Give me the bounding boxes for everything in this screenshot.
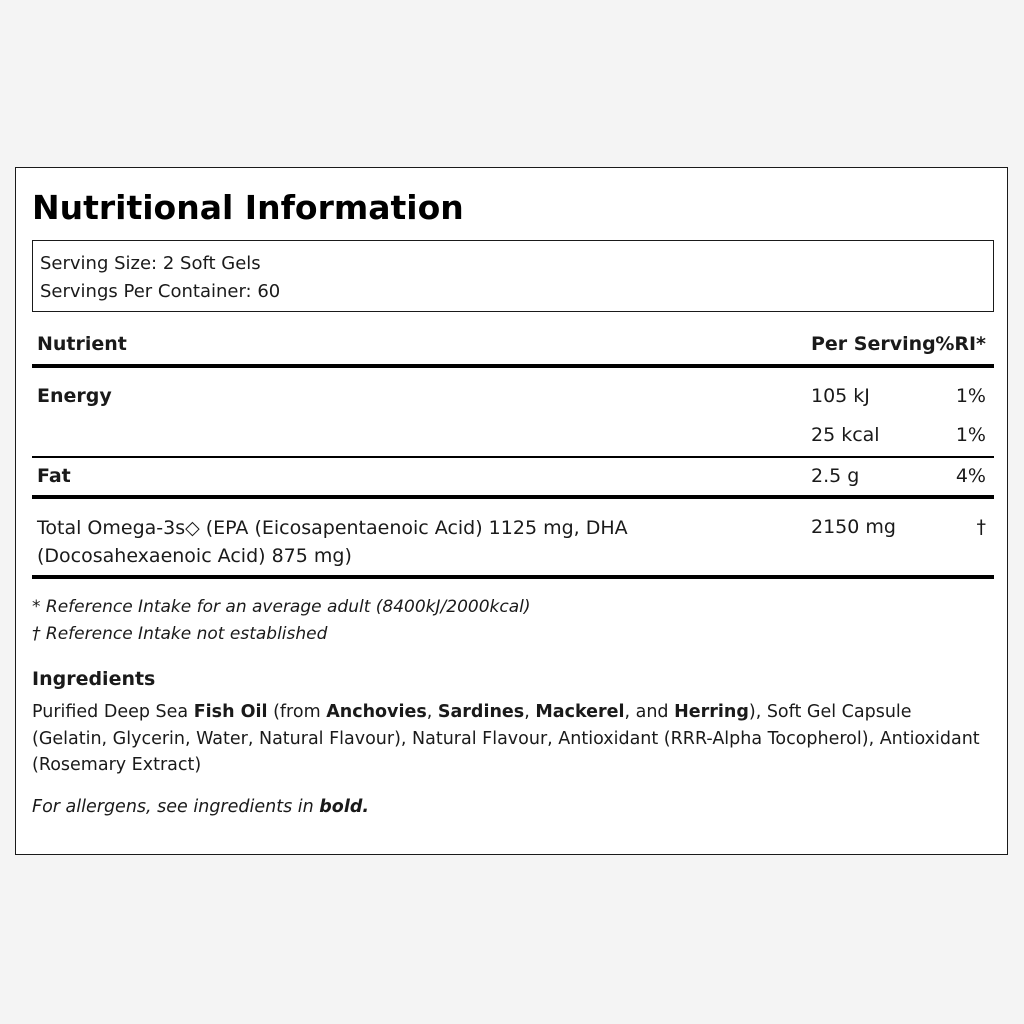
ingredient-text-segment: , and <box>624 702 675 722</box>
servings-per-container: Servings Per Container: 60 <box>40 281 281 302</box>
omega-ri: † <box>976 516 986 538</box>
table-bottom-divider <box>32 575 994 579</box>
energy-kj-value: 105 kJ <box>811 385 870 407</box>
ingredient-allergen-anchovies: Anchovies <box>326 702 427 722</box>
allergen-note <box>32 797 369 817</box>
energy-label: Energy <box>37 385 112 407</box>
fat-ri: 4% <box>955 465 986 487</box>
nutrition-label-panel <box>15 167 1008 855</box>
ingredients-title: Ingredients <box>32 668 156 690</box>
fat-label: Fat <box>37 465 71 487</box>
ingredient-allergen-fish-oil: Fish Oil <box>193 702 268 722</box>
footnote-reference-intake: * Reference Intake for an average adult (8400kJ/2000kcal) <box>32 597 531 617</box>
column-header-per-serving: Per Serving <box>811 333 936 355</box>
ingredient-text-segment: (from <box>267 702 327 722</box>
ingredient-text-segment: , <box>426 702 438 722</box>
allergen-note-text: For allergens, see ingredients in <box>32 797 320 817</box>
header-divider <box>32 364 994 368</box>
ingredient-text-segment: , <box>524 702 536 722</box>
omega-value: 2150 mg <box>811 516 896 538</box>
page-title: Nutritional Information <box>32 188 464 227</box>
energy-kj-ri: 1% <box>955 385 986 407</box>
column-header-nutrient: Nutrient <box>37 333 127 355</box>
energy-kcal-ri: 1% <box>955 424 986 446</box>
energy-divider <box>32 456 994 458</box>
ingredient-allergen-sardines: Sardines <box>437 702 525 722</box>
ingredient-text-segment: Purified Deep Sea <box>32 702 194 722</box>
ingredient-allergen-herring: Herring <box>674 702 749 722</box>
omega-label: Total Omega-3s◇ (EPA (Eicosapentaenoic Acid) 1125 mg, DHA (Docosahexaenoic Acid) 875 mg) <box>37 517 628 567</box>
ingredients-text <box>32 699 992 779</box>
energy-kcal-value: 25 kcal <box>811 424 880 446</box>
fat-value: 2.5 g <box>811 465 860 487</box>
serving-info-box <box>32 240 994 312</box>
allergen-note-bold: bold. <box>319 797 370 817</box>
fat-divider <box>32 495 994 499</box>
serving-size: Serving Size: 2 Soft Gels <box>40 253 261 274</box>
footnote-not-established: † Reference Intake not established <box>32 624 328 644</box>
ingredient-text-segment: ), Soft Gel Capsule (Gelatin, Glycerin, Water, Natural Flavour), Natural Flavour, Antioxidant (RRR-Alpha Tocopherol), Antioxidant (Rosemary Extract) <box>32 702 980 775</box>
column-header-ri: %RI* <box>935 333 986 355</box>
ingredient-allergen-mackerel: Mackerel <box>535 702 625 722</box>
